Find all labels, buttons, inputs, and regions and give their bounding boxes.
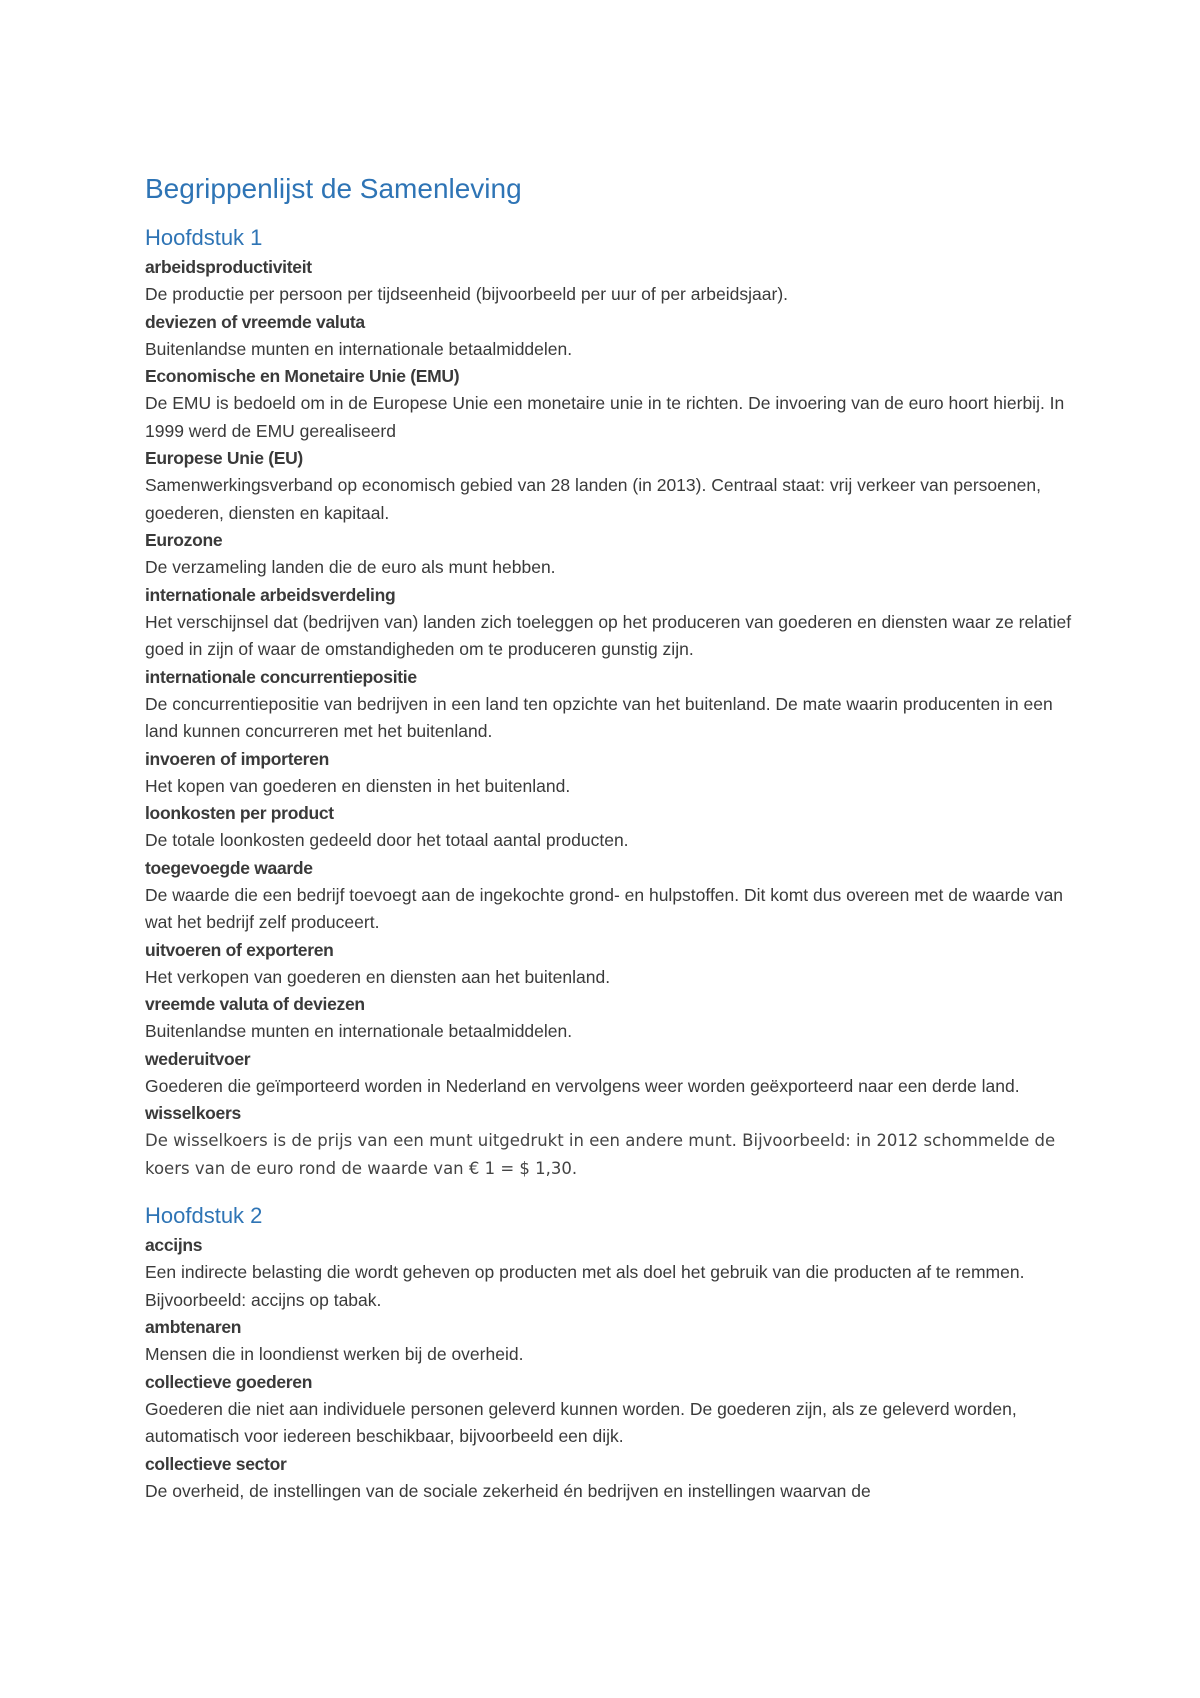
term: Europese Unie (EU) — [145, 448, 303, 468]
definition: Goederen die geïmporteerd worden in Nederland en vervolgens weer worden geëxporteerd naar een derde land. — [145, 1075, 1020, 1096]
term: loonkosten per product — [145, 803, 334, 823]
term: collectieve sector — [145, 1453, 287, 1474]
definition: De productie per persoon per tijdseenheid (bijvoorbeeld per uur of per arbeidsjaar). — [145, 284, 789, 304]
term: deviezen of vreemde valuta — [145, 311, 365, 332]
definition: Mensen die in loondienst werken bij de overheid. — [145, 1344, 524, 1364]
definition: Het verschijnsel dat (bedrijven van) landen zich toeleggen op het produceren van goederen en diensten waar ze relatief goed in zijn of waar de omstandigheden om te produceren gunstig zijn. — [145, 611, 1072, 659]
definition: De waarde die een bedrijf toevoegt aan de ingekochte grond- en hulpstoffen. Dit komt dus overeen met de waarde van wat het bedrijf zelf produceert. — [145, 884, 1064, 932]
term: Economische en Monetaire Unie (EMU) — [145, 366, 460, 386]
definition: Buitenlandse munten en internationale betaalmiddelen. — [145, 1021, 573, 1041]
term: arbeidsproductiviteit — [145, 257, 312, 277]
definition: Een indirecte belasting die wordt geheven op producten met als doel het gebruik van die producten af te remmen. Bijvoorbeeld: accijns op tabak. — [145, 1262, 1025, 1310]
chapter-1 — [145, 222, 1075, 1182]
term: accijns — [145, 1235, 203, 1255]
definition: Het verkopen van goederen en diensten aan het buitenland. — [145, 966, 611, 987]
definition: De EMU is bedoeld om in de Europese Unie een monetaire unie in te richten. De invoering van de euro hoort hierbij. In 1999 werd de EMU gerealiseerd — [145, 393, 1065, 441]
definition: Buitenlandse munten en internationale betaalmiddelen. — [145, 338, 573, 359]
chapter-heading: Hoofdstuk 1 — [145, 225, 263, 250]
term: vreemde valuta of deviezen — [145, 994, 365, 1014]
term: ambtenaren — [145, 1317, 242, 1337]
document-title: Begrippenlijst de Samenleving — [145, 173, 522, 204]
term: internationale arbeidsverdeling — [145, 584, 396, 605]
term: internationale concurrentiepositie — [145, 666, 417, 687]
chapter-2 — [145, 1200, 1075, 1505]
definition: De verzameling landen die de euro als munt hebben. — [145, 557, 556, 577]
definition: De wisselkoers is de prijs van een munt uitgedrukt in een andere munt. Bijvoorbeeld: in 2012 schommelde de koers van de euro rond de waarde van € 1 = $ 1,30. — [145, 1131, 1056, 1178]
definition: De concurrentiepositie van bedrijven in een land ten opzichte van het buitenland. De mate waarin producenten in een land kunnen concurreren met het buitenland. — [145, 693, 1053, 741]
document-page — [145, 170, 1075, 1505]
definition: Samenwerkingsverband op economisch gebied van 28 landen (in 2013). Centraal staat: vrij verkeer van persoenen, goederen, diensten en kapitaal. — [145, 475, 1041, 523]
term: invoeren of importeren — [145, 748, 329, 769]
term: Eurozone — [145, 530, 223, 550]
term: toegevoegde waarde — [145, 857, 313, 878]
definition: Het kopen van goederen en diensten in het buitenland. — [145, 775, 571, 796]
definition: De overheid, de instellingen van de sociale zekerheid én bedrijven en instellingen waarvan de — [145, 1480, 871, 1501]
chapter-heading: Hoofdstuk 2 — [145, 1203, 263, 1228]
term: collectieve goederen — [145, 1371, 313, 1392]
term: wisselkoers — [145, 1103, 241, 1123]
definition: De totale loonkosten gedeeld door het totaal aantal producten. — [145, 830, 629, 850]
term: uitvoeren of exporteren — [145, 939, 334, 960]
term: wederuitvoer — [145, 1048, 251, 1069]
definition: Goederen die niet aan individuele personen geleverd kunnen worden. De goederen zijn, als ze geleverd worden, automatisch voor iedereen beschikbaar, bijvoorbeeld een dijk. — [145, 1398, 1017, 1446]
